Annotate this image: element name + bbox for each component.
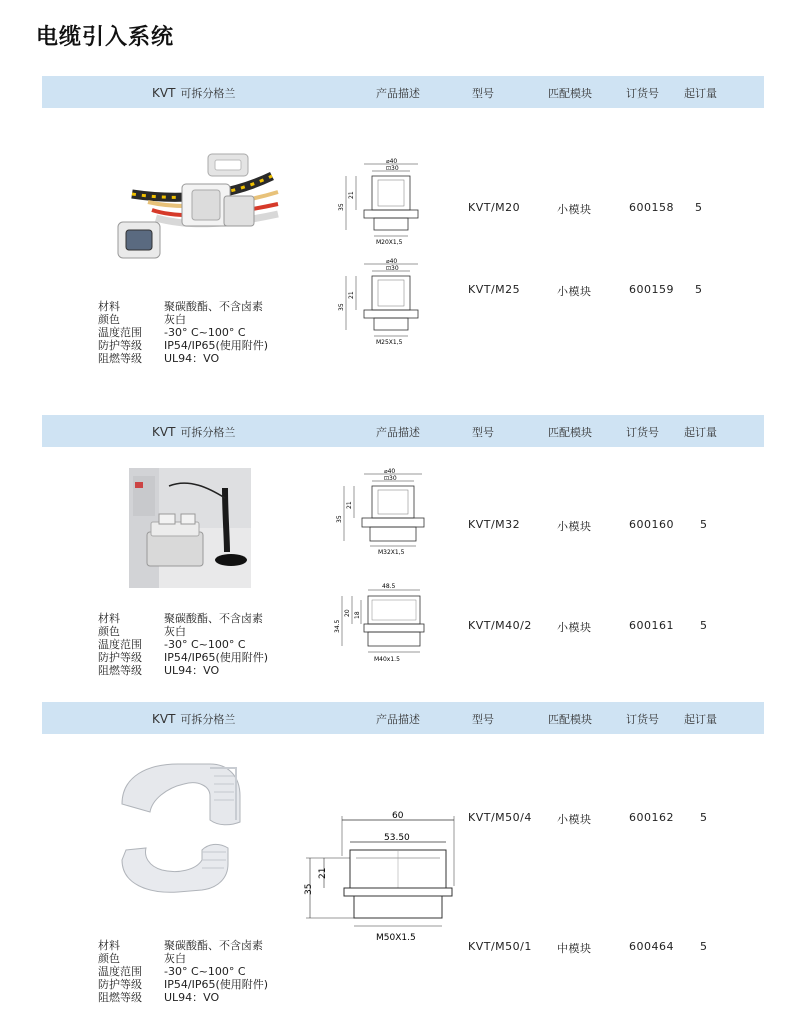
spec-label: 材料: [98, 300, 120, 313]
order-no-cell: 600159: [629, 283, 674, 296]
spec-label: 阻燃等级: [98, 664, 142, 677]
header-module: 匹配模块: [548, 87, 592, 100]
dim-outer: ⌀40: [384, 468, 396, 475]
dim-outer: ⌀40: [386, 258, 398, 265]
gland-half-bottom: [122, 844, 228, 892]
header-module: 匹配模块: [548, 426, 592, 439]
spec-value: 灰白: [164, 952, 186, 965]
dim-body: 20: [344, 609, 351, 617]
spec-label: 温度范围: [98, 326, 142, 339]
technical-drawing: [336, 466, 436, 562]
technical-drawing: [300, 806, 470, 956]
spec-table: [98, 612, 268, 677]
spec-value: UL94：VO: [164, 664, 220, 677]
header-min-qty: 起订量: [684, 713, 717, 726]
model-cell: KVT/M25: [468, 283, 521, 296]
order-no-cell: 600464: [629, 940, 674, 953]
spec-label: 颜色: [98, 625, 120, 638]
technical-drawing: [334, 578, 438, 668]
spec-label: 防护等级: [98, 978, 142, 991]
header-product: KVT 可拆分格兰: [152, 712, 236, 726]
model-cell: KVT/M40/2: [468, 619, 532, 632]
dim-inner: ⊡30: [386, 265, 399, 272]
technical-drawing: [338, 256, 428, 352]
dim-inner: ⊡30: [386, 165, 399, 172]
header-model: 型号: [472, 87, 494, 100]
dim-thread: M20X1,5: [376, 239, 403, 246]
spec-label: 材料: [98, 612, 120, 625]
header-model: 型号: [472, 713, 494, 726]
header-min-qty: 起订量: [684, 87, 717, 100]
dim-height: 35: [336, 515, 343, 523]
dim-body: 21: [318, 867, 328, 879]
qty-cell: 5: [695, 283, 703, 296]
spec-table: [98, 300, 268, 365]
qty-cell: 5: [695, 201, 703, 214]
spec-label: 阻燃等级: [98, 352, 142, 365]
dim-outer: ⌀40: [386, 158, 398, 165]
dim-inner-height: 18: [354, 611, 361, 619]
header-min-qty: 起订量: [684, 426, 717, 439]
dim-thread: M50X1.5: [376, 933, 416, 943]
dim-body: 21: [346, 501, 353, 509]
dim-thread: M40x1.5: [374, 656, 400, 663]
spec-value: IP54/IP65(使用附件): [164, 978, 269, 991]
dim-inner: ⊡30: [384, 475, 397, 482]
header-desc: 产品描述: [376, 426, 420, 439]
header-order-no: 订货号: [626, 713, 659, 726]
dim-body: 21: [348, 291, 355, 299]
module-cell: 小模块: [557, 813, 592, 826]
qty-cell: 5: [700, 811, 708, 824]
dim-thread: M25X1,5: [376, 339, 403, 346]
module-cell: 小模块: [557, 520, 592, 533]
header-order-no: 订货号: [626, 87, 659, 100]
module-cell: 小模块: [557, 621, 592, 634]
enclosure-box: [147, 514, 203, 566]
spec-value: 聚碳酸酯、不含卤素: [164, 612, 263, 625]
order-no-cell: 600158: [629, 201, 674, 214]
spec-label: 防护等级: [98, 651, 142, 664]
product-photo: [112, 140, 282, 270]
spec-label: 温度范围: [98, 965, 142, 978]
spec-value: 灰白: [164, 313, 186, 326]
model-cell: KVT/M20: [468, 201, 521, 214]
spec-label: 阻燃等级: [98, 991, 142, 1004]
dim-outer: 60: [392, 811, 404, 821]
order-no-cell: 600162: [629, 811, 674, 824]
page-title: 电缆引入系统: [36, 25, 175, 50]
spec-label: 防护等级: [98, 339, 142, 352]
gland-half-top: [122, 764, 240, 825]
dim-outer: 48.5: [382, 583, 396, 590]
order-no-cell: 600161: [629, 619, 674, 632]
dim-height: 35: [338, 203, 345, 211]
model-cell: KVT/M50/4: [468, 811, 532, 824]
header-desc: 产品描述: [376, 87, 420, 100]
spec-value: 聚碳酸酯、不含卤素: [164, 300, 263, 313]
dim-height: 35: [338, 303, 345, 311]
spec-value: IP54/IP65(使用附件): [164, 339, 269, 352]
qty-cell: 5: [700, 518, 708, 531]
spec-value: -30° C~100° C: [164, 965, 246, 978]
dim-inner: 53.50: [384, 833, 410, 843]
gland-module: [182, 184, 230, 226]
spec-value: UL94：VO: [164, 991, 220, 1004]
spec-value: IP54/IP65(使用附件): [164, 651, 269, 664]
dim-thread: M32X1,5: [378, 549, 405, 556]
dim-body: 21: [348, 191, 355, 199]
spec-label: 颜色: [98, 313, 120, 326]
header-product: KVT 可拆分格兰: [152, 86, 236, 100]
qty-cell: 5: [700, 940, 708, 953]
header-order-no: 订货号: [626, 426, 659, 439]
spec-value: 灰白: [164, 625, 186, 638]
spec-label: 温度范围: [98, 638, 142, 651]
module-cell: 中模块: [557, 942, 592, 955]
section-header: [42, 702, 764, 734]
model-cell: KVT/M32: [468, 518, 521, 531]
model-cell: KVT/M50/1: [468, 940, 532, 953]
spec-value: -30° C~100° C: [164, 326, 246, 339]
section-header: [42, 415, 764, 447]
spec-value: UL94：VO: [164, 352, 220, 365]
order-no-cell: 600160: [629, 518, 674, 531]
technical-drawing: [338, 156, 428, 252]
module-cell: 小模块: [557, 203, 592, 216]
connector: [118, 222, 160, 258]
qty-cell: 5: [700, 619, 708, 632]
module-cell: 小模块: [557, 285, 592, 298]
product-photo: [129, 468, 251, 588]
header-desc: 产品描述: [376, 713, 420, 726]
spec-value: 聚碳酸酯、不含卤素: [164, 939, 263, 952]
spec-value: -30° C~100° C: [164, 638, 246, 651]
spec-table: [98, 939, 268, 1004]
section-header: [42, 76, 764, 108]
dim-height: 34.5: [334, 619, 341, 633]
spec-label: 颜色: [98, 952, 120, 965]
header-product: KVT 可拆分格兰: [152, 425, 236, 439]
spec-label: 材料: [98, 939, 120, 952]
product-photo: [118, 756, 248, 896]
gland-frame-top: [208, 154, 248, 176]
header-module: 匹配模块: [548, 713, 592, 726]
header-model: 型号: [472, 426, 494, 439]
gland-frame-front: [224, 196, 254, 226]
dim-height: 35: [304, 883, 314, 895]
